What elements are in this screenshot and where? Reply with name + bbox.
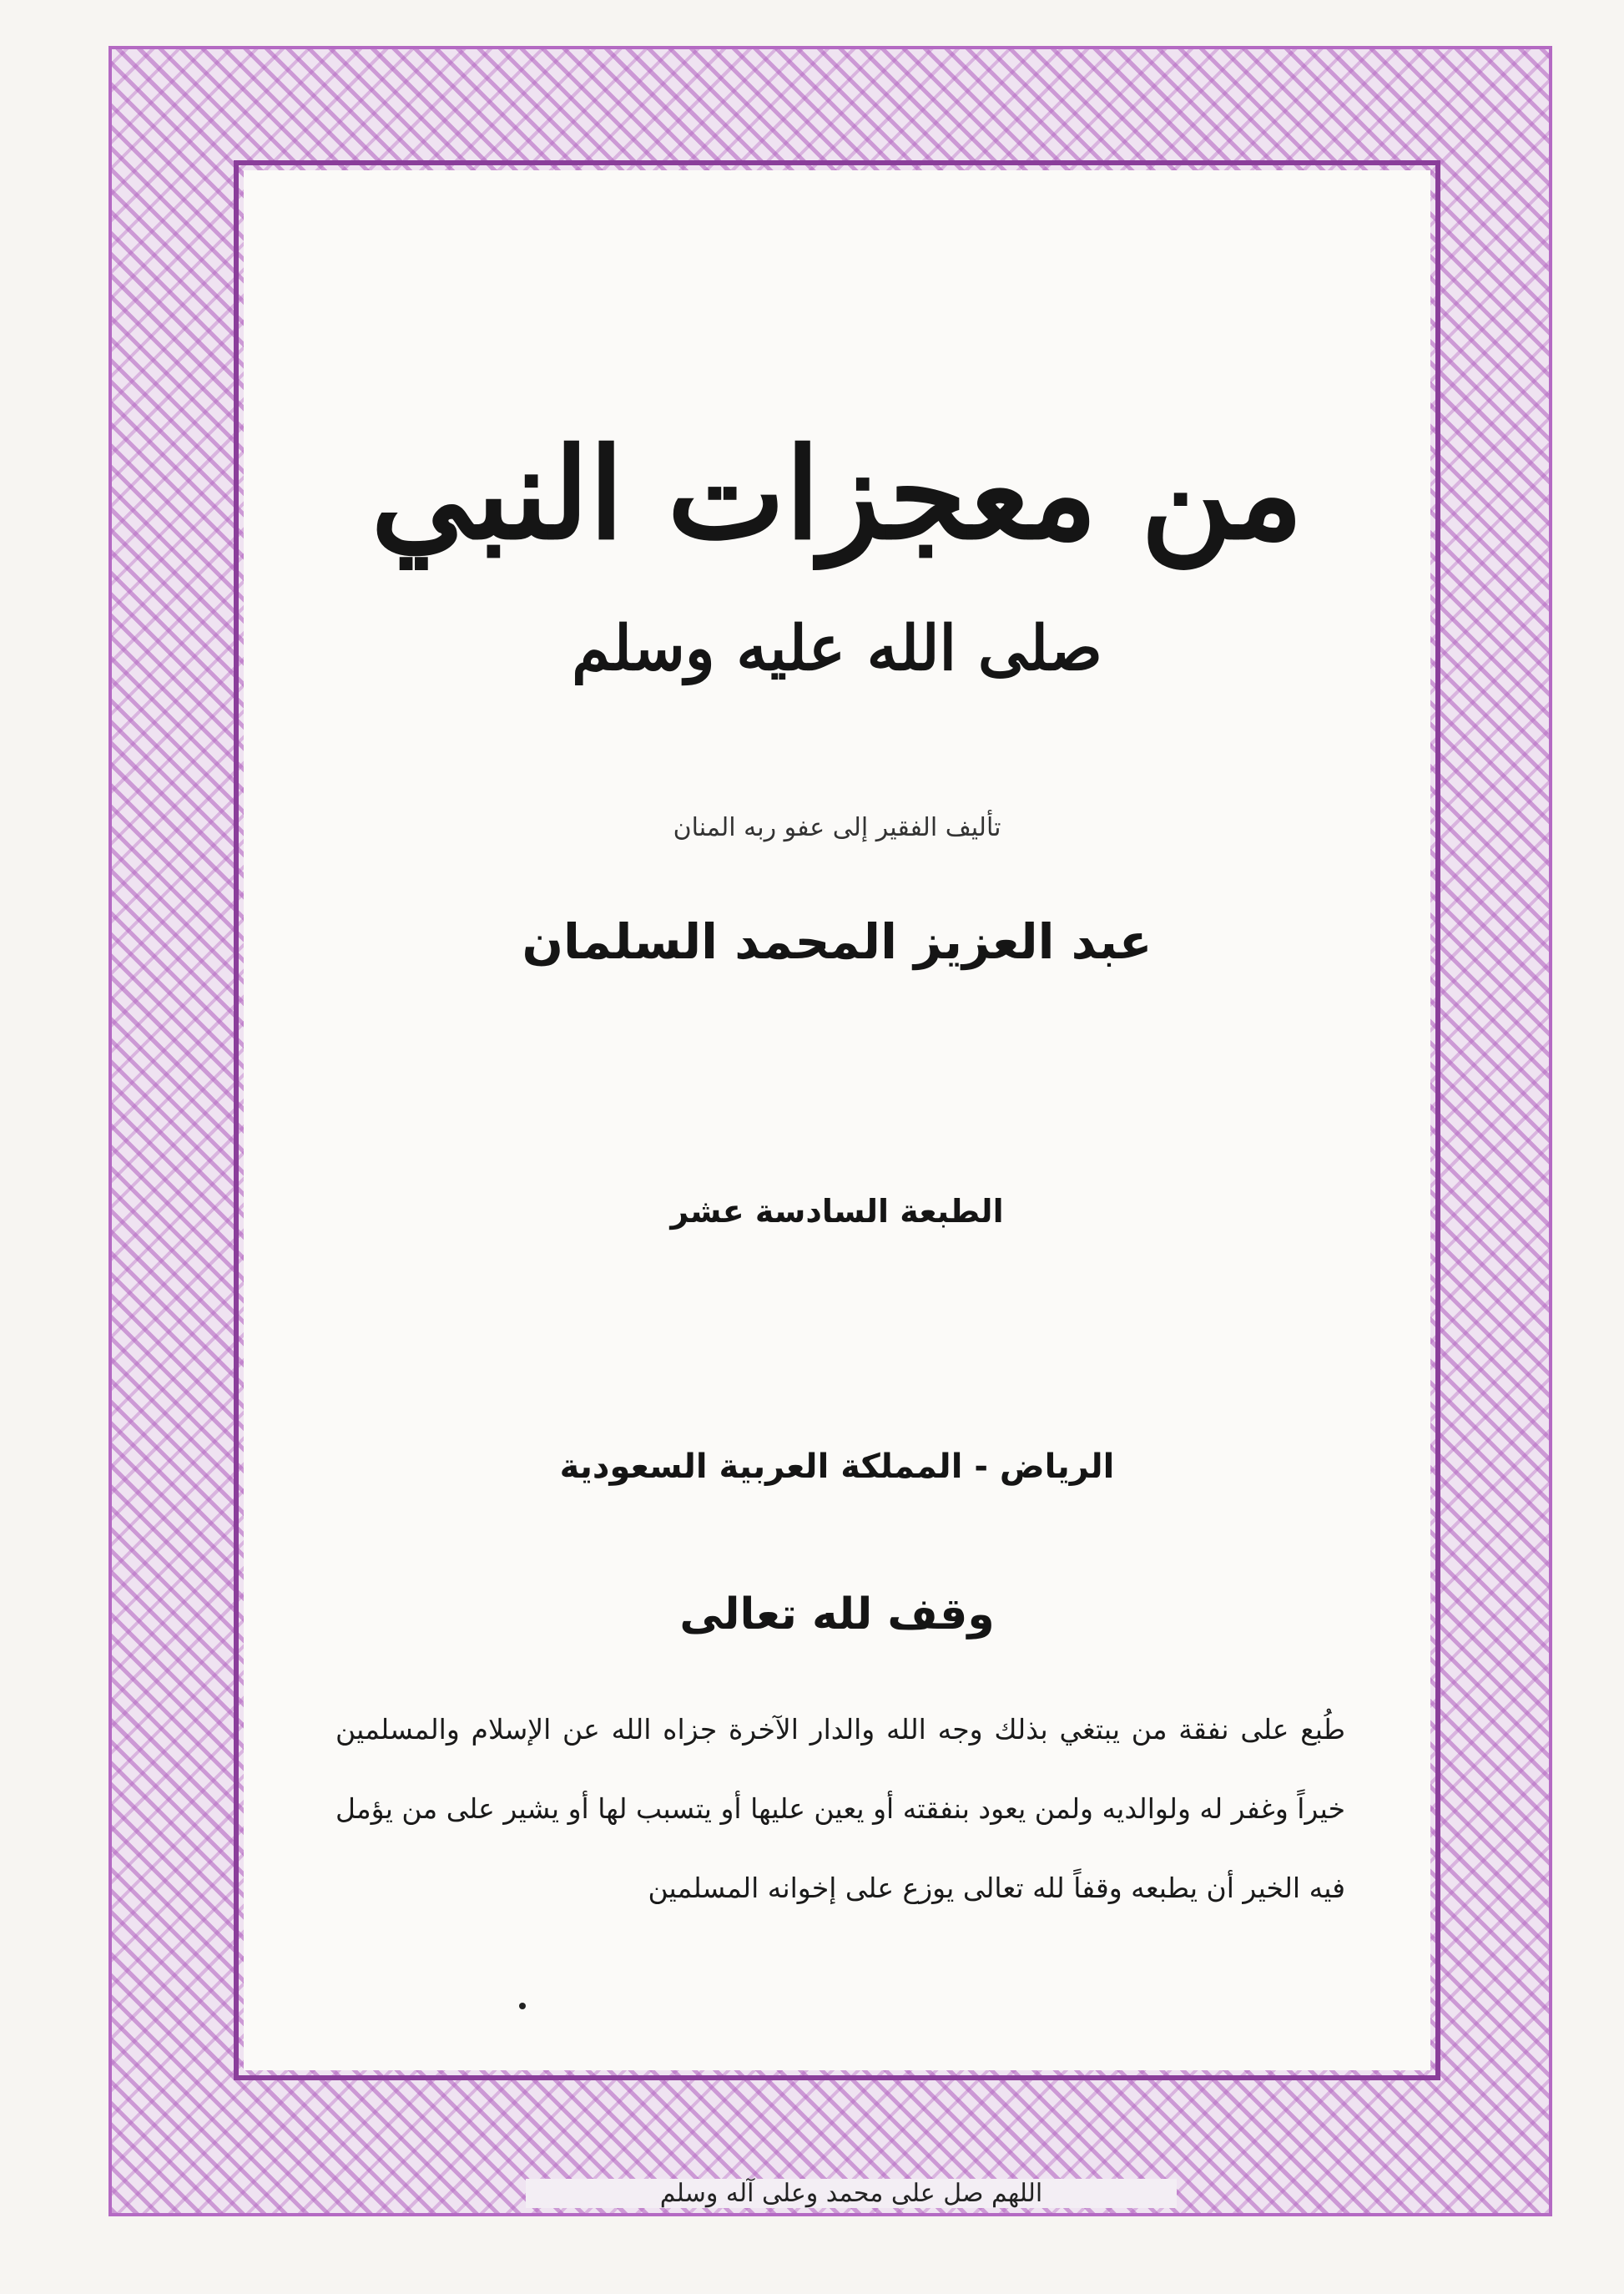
- edition-label: الطبعة السادسة عشر: [670, 1193, 1004, 1230]
- book-subtitle: صلى الله عليه وسلم: [572, 613, 1102, 685]
- author-name: عبد العزيز المحمد السلمان: [522, 913, 1152, 970]
- footer-prayer: اللهم صل على محمد وعلى آله وسلم: [526, 2179, 1177, 2208]
- title-panel: [244, 170, 1430, 2070]
- ink-dot: [519, 2003, 526, 2009]
- author-prefix: تأليف الفقير إلى عفو ربه المنان: [673, 813, 1001, 842]
- dedication-paragraph: طُبع على نفقة من يبتغي بذلك وجه الله والدار الآخرة جزاه الله عن الإسلام والمسلمين خيراً وغفر له ولوالديه ولمن يعود بنفقته أو يعين عليها أو يتسبب لها أو يشير على من يؤمل فيه الخير أن يطبعه وقفاً لله تعالى يوزع على إخوانه المسلمين: [335, 1713, 1345, 1904]
- waqf-label: وقف لله تعالى: [679, 1589, 995, 1640]
- book-title: من معجزات النبي: [371, 421, 1304, 568]
- publication-place: الرياض - المملكة العربية السعودية: [559, 1448, 1115, 1486]
